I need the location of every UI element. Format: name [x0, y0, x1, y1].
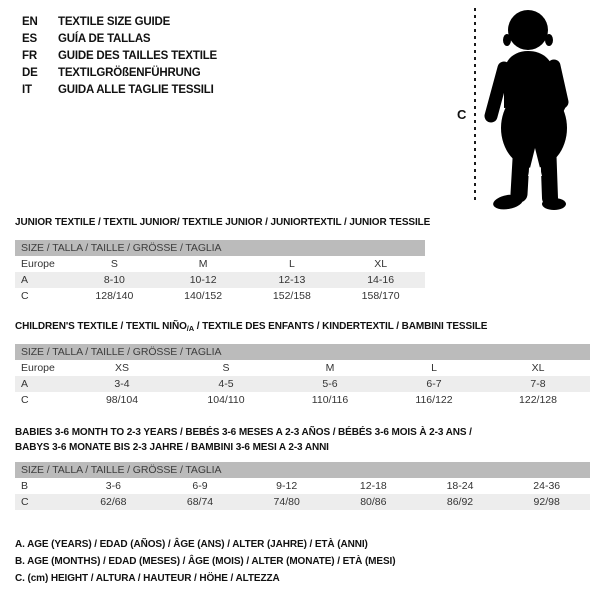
row-label: C [21, 290, 29, 302]
height-cell: 86/92 [446, 496, 474, 508]
language-title: TEXTILE SIZE GUIDE [58, 16, 171, 28]
language-row-fr [22, 48, 217, 65]
height-cell: 98/104 [105, 394, 139, 406]
language-row-es [22, 31, 217, 48]
table-row-height [15, 494, 590, 510]
size-cell: M [325, 362, 335, 374]
size-cell: M [198, 258, 208, 270]
children-table-title [15, 320, 487, 335]
children-size-header: SIZE / TALLA / TAILLE / GRÖSSE / TAGLIA [15, 344, 590, 360]
language-title: GUÍA DE TALLAS [58, 33, 151, 45]
height-cell: 104/110 [207, 394, 245, 406]
size-cell: L [288, 258, 295, 270]
age-cell: 10-12 [189, 274, 217, 286]
age-cell: 3-4 [114, 378, 130, 390]
table-row-europe [15, 256, 425, 272]
age-cell: 8-10 [103, 274, 125, 286]
babies-table-title [15, 426, 472, 455]
row-label: A [21, 378, 29, 390]
baby-silhouette-icon [482, 4, 598, 212]
row-label: Europe [21, 258, 55, 270]
language-code: EN [22, 16, 38, 28]
babies-title-line2: BABYS 3-6 MONATE BIS 2-3 JAHRE / BAMBINI 3-6 MESI A 2-3 ANNI [15, 441, 329, 453]
age-cell: 12-18 [359, 480, 387, 492]
size-cell: S [110, 258, 118, 270]
language-title-list [22, 14, 217, 99]
footnote-height-cm: C. (cm) HEIGHT / ALTURA / HAUTEUR / HÖHE / ALTEZZA [15, 573, 280, 584]
junior-table [15, 240, 425, 304]
table-row-height [15, 288, 425, 304]
language-code: ES [22, 33, 37, 45]
table-row-age [15, 376, 590, 392]
height-cell: 68/74 [186, 496, 214, 508]
row-label: Europe [21, 362, 55, 374]
age-cell: 4-5 [218, 378, 234, 390]
row-label: C [21, 496, 29, 508]
footnote-legend [15, 536, 395, 587]
children-title-part1: CHILDREN'S TEXTILE / TEXTIL NIÑO [15, 321, 187, 332]
height-cell: 62/68 [100, 496, 127, 508]
footnote-age-months: B. AGE (MONTHS) / EDAD (MESES) / ÂGE (MOIS) / ALTER (MONATE) / ETÀ (MESI) [15, 556, 396, 567]
children-table [15, 344, 590, 408]
height-cell: 158/170 [361, 290, 400, 302]
babies-table [15, 462, 590, 510]
age-cell: 7-8 [530, 378, 546, 390]
height-cell: 74/80 [273, 496, 300, 508]
height-cell: 140/152 [184, 290, 223, 302]
height-cell: 80/86 [360, 496, 387, 508]
age-cell: 14-16 [367, 274, 395, 286]
age-cell: 12-13 [278, 274, 306, 286]
language-code: IT [22, 84, 32, 96]
children-title-sub: /A [186, 324, 195, 333]
table-row-europe [15, 360, 590, 376]
height-measure-label: C [457, 107, 467, 122]
row-label: C [21, 394, 29, 406]
babies-title-line1: BABIES 3-6 MONTH TO 2-3 YEARS / BEBÉS 3-6 MESES A 2-3 AÑOS / BÉBÉS 3-6 MOIS À 2-3 ANS / [15, 427, 472, 438]
row-label: A [21, 274, 29, 286]
junior-table-title: JUNIOR TEXTILE / TEXTIL JUNIOR/ TEXTILE JUNIOR / JUNIORTEXTIL / JUNIOR TESSILE [15, 217, 431, 228]
table-row-height [15, 392, 590, 408]
language-title: GUIDE DES TAILLES TEXTILE [58, 50, 217, 62]
height-cell: 128/140 [95, 290, 134, 302]
age-cell: 24-36 [533, 480, 561, 492]
age-cell: 6-9 [192, 480, 208, 492]
size-cell: XL [531, 362, 545, 374]
size-cell: L [431, 362, 437, 374]
language-title: GUIDA ALLE TAGLIE TESSILI [58, 84, 214, 96]
age-cell: 9-12 [276, 480, 298, 492]
language-title: TEXTILGRÖßENFÜHRUNG [58, 67, 201, 79]
age-cell: 3-6 [105, 480, 121, 492]
height-cell: 116/122 [415, 394, 453, 406]
language-row-de [22, 65, 217, 82]
babies-size-header: SIZE / TALLA / TAILLE / GRÖSSE / TAGLIA [15, 462, 590, 478]
language-code: DE [22, 67, 38, 79]
table-row-age-months [15, 478, 590, 494]
height-measure-dashed-line [474, 8, 476, 204]
height-cell: 152/158 [272, 290, 311, 302]
size-cell: XS [114, 362, 129, 374]
table-row-age [15, 272, 425, 288]
junior-size-header: SIZE / TALLA / TAILLE / GRÖSSE / TAGLIA [15, 240, 425, 256]
height-cell: 92/98 [533, 496, 560, 508]
language-row-it [22, 82, 217, 99]
language-code: FR [22, 50, 37, 62]
age-cell: 6-7 [426, 378, 442, 390]
age-cell: 5-6 [322, 378, 338, 390]
size-cell: S [222, 362, 230, 374]
height-cell: 122/128 [519, 394, 557, 406]
size-cell: XL [374, 258, 388, 270]
age-cell: 18-24 [446, 480, 474, 492]
footnote-age-years: A. AGE (YEARS) / EDAD (AÑOS) / ÂGE (ANS) / ALTER (JAHRE) / ETÀ (ANNI) [15, 539, 368, 550]
row-label: B [21, 480, 29, 492]
children-title-part2: / TEXTILE DES ENFANTS / KINDERTEXTIL / BAMBINI TESSILE [194, 321, 488, 332]
language-row-en [22, 14, 217, 31]
height-cell: 110/116 [311, 394, 349, 406]
